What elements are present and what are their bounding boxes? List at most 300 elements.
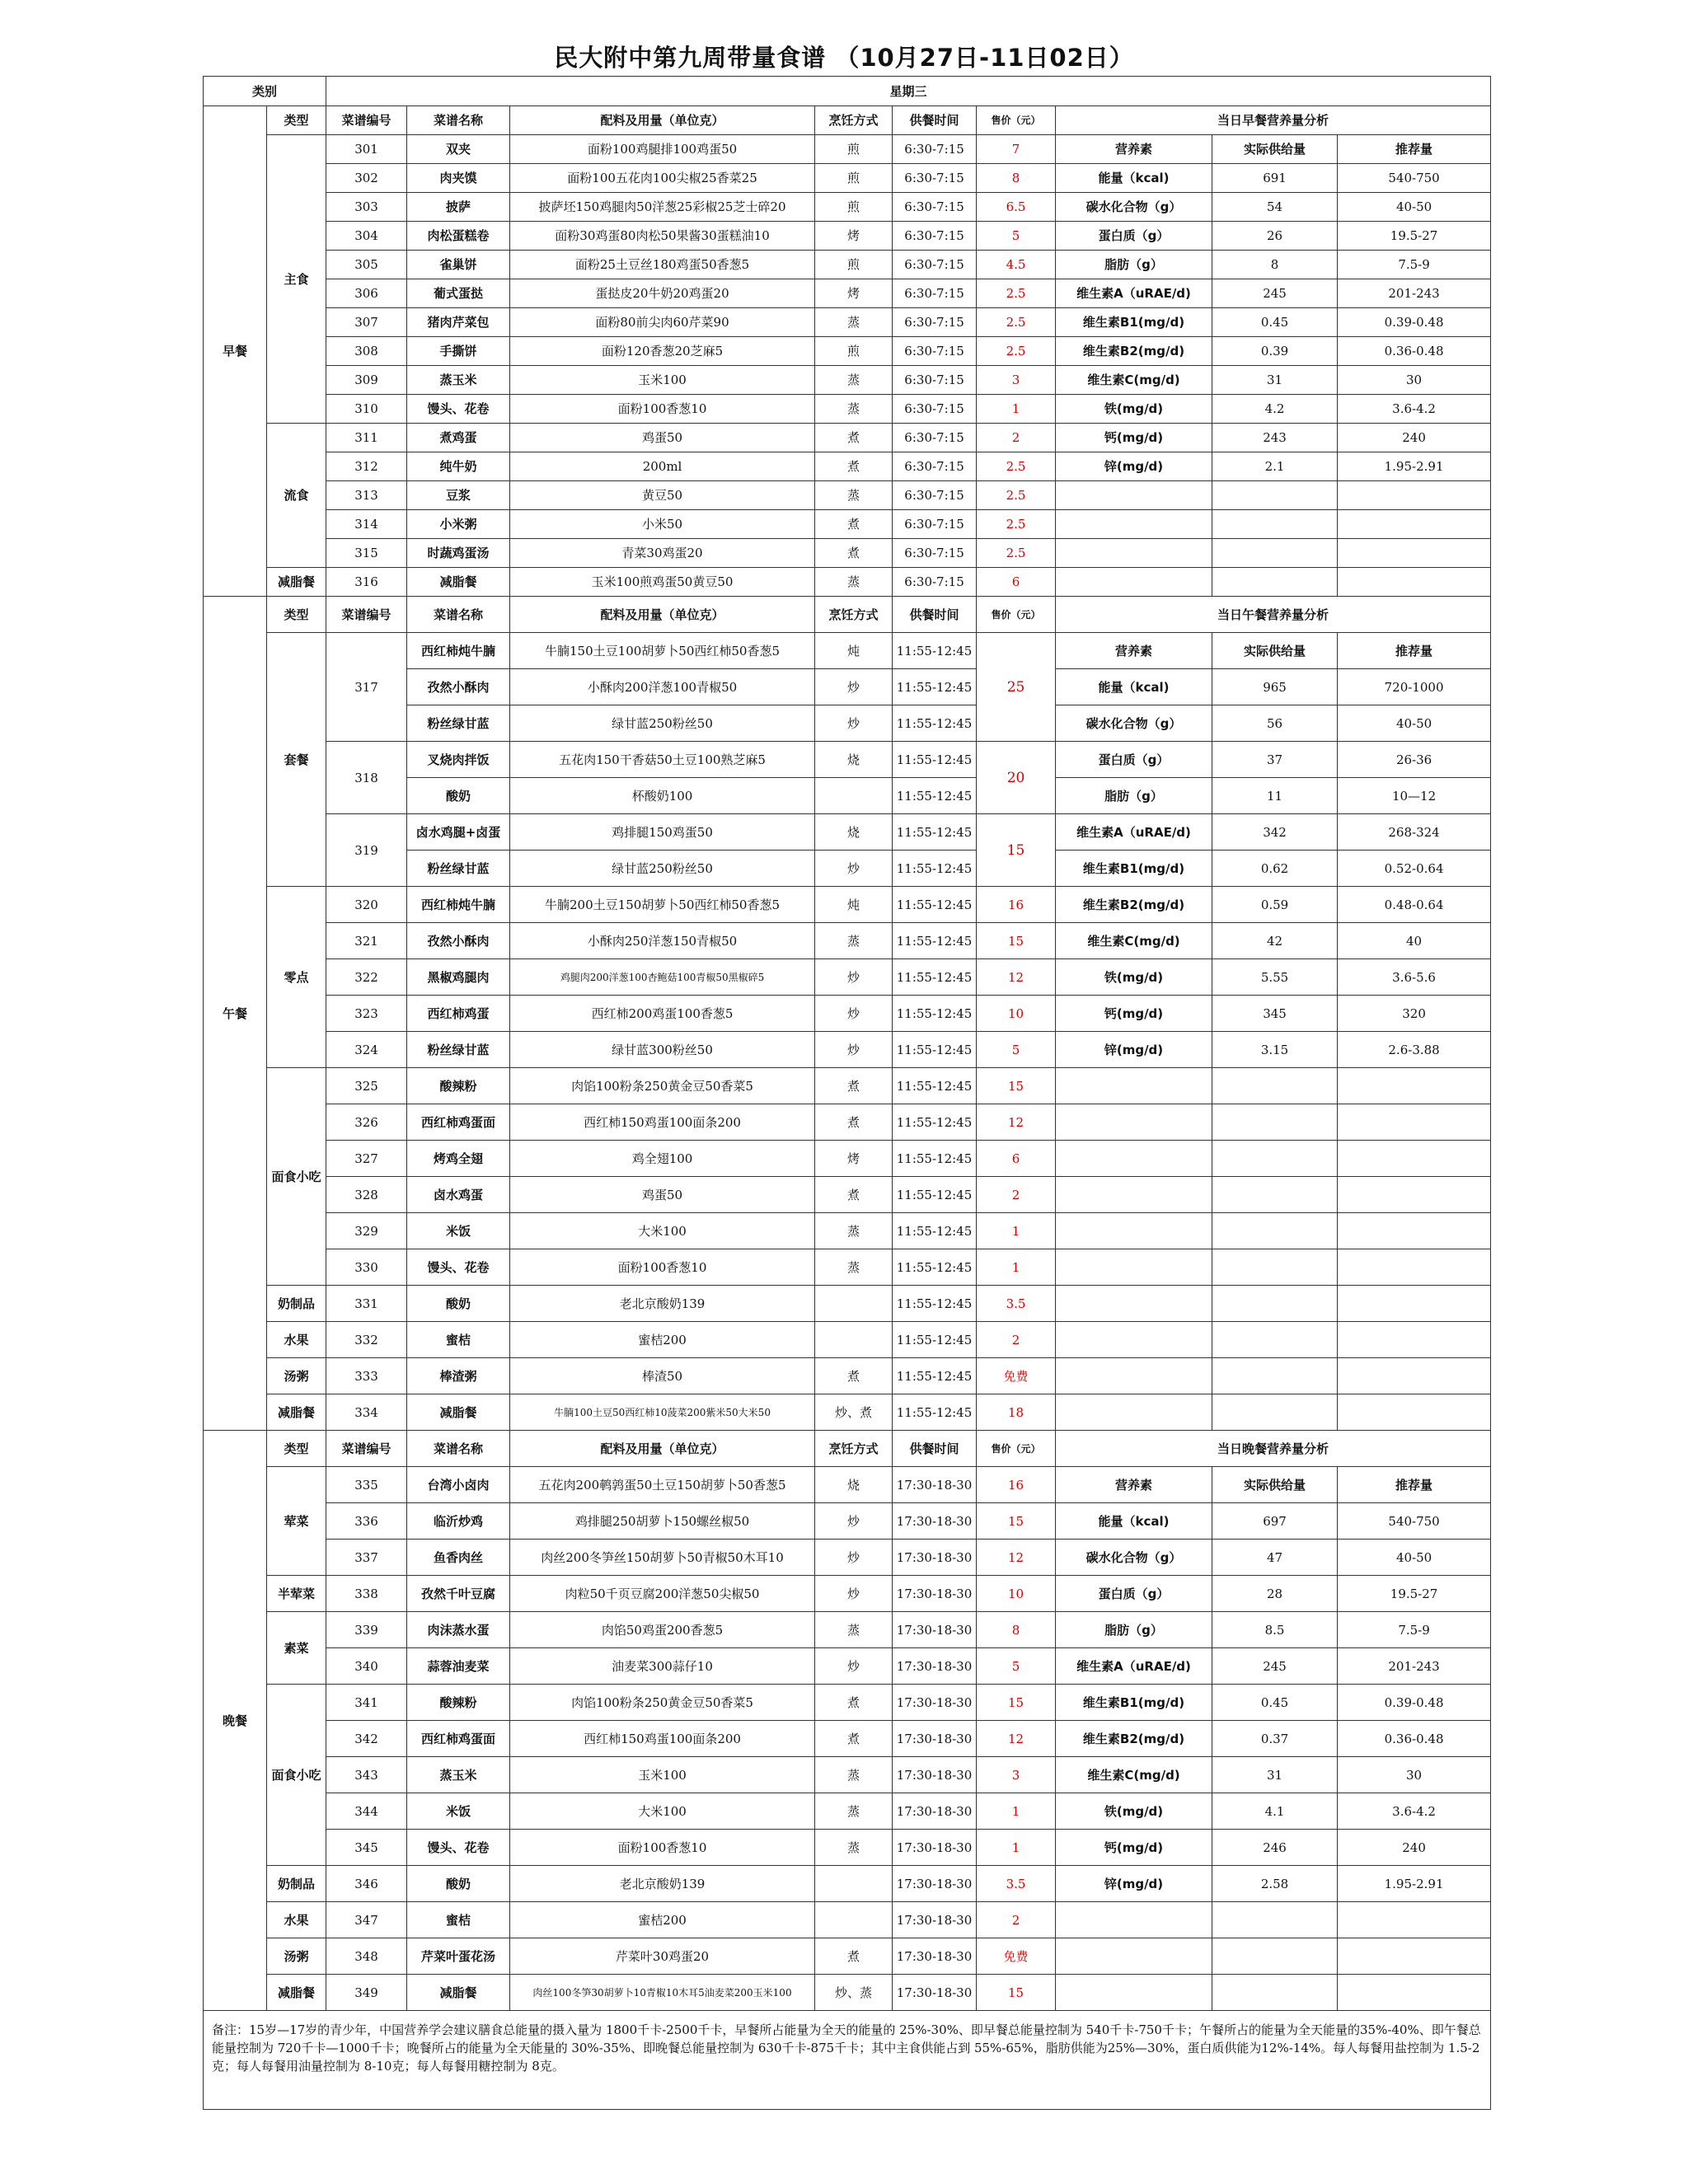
dish-time: 6:30-7:15 xyxy=(893,568,977,597)
footnote: 备注：15岁—17岁的青少年，中国营养学会建议膳食总能量的摄入量为 1800千卡-2500千卡，早餐所占能量为全天的能量的 25%-30%、即早餐总能量控制为 540千卡-750千卡；午餐所占的能量为全天能量的35%-40%、即午餐总能量控制为 720千卡—1000千卡；晚餐所占的能量为全天能量的 30%-35%、即晚餐总能量控制为 630千卡-875千卡；其中主食供能占到 55%-65%，脂肪供能为25%—30%，蛋白质供能为12%-14%。每人每餐用盐控制为 1.5-2克；每人每餐用油量控制为 8-10克；每人每餐用糖控制为 8克。 xyxy=(204,2011,1491,2110)
dish-time: 17:30-18-30 xyxy=(893,1721,977,1757)
dinner-row xyxy=(204,1866,1491,1902)
empty-cell xyxy=(1338,1358,1491,1394)
nutrient-name: 维生素A（uRAE/d) xyxy=(1056,814,1212,851)
dish-time: 11:55-12:45 xyxy=(893,887,977,923)
dish-time: 6:30-7:15 xyxy=(893,481,977,510)
dish-time: 17:30-18-30 xyxy=(893,1757,977,1793)
dish-time: 11:55-12:45 xyxy=(893,1394,977,1431)
dish-time: 11:55-12:45 xyxy=(893,1141,977,1177)
dish-method: 炒 xyxy=(815,959,893,996)
empty-cell xyxy=(1212,1177,1338,1213)
dish-name: 酸奶 xyxy=(407,1286,510,1322)
dish-name: 临沂炒鸡 xyxy=(407,1503,510,1540)
lunch-column-header-row xyxy=(204,597,1491,633)
dish-price: 2.5 xyxy=(977,308,1056,337)
dish-ingredients: 大米100 xyxy=(510,1793,815,1830)
empty-cell xyxy=(1212,1358,1338,1394)
empty-cell xyxy=(1212,1213,1338,1249)
dish-code: 314 xyxy=(326,510,407,539)
dish-code: 308 xyxy=(326,337,407,366)
dish-time: 17:30-18-30 xyxy=(893,1793,977,1830)
dish-method: 炒 xyxy=(815,705,893,742)
nutrient-name: 维生素B1(mg/d) xyxy=(1056,308,1212,337)
nutrient-actual: 0.45 xyxy=(1212,1685,1338,1721)
dish-name: 雀巢饼 xyxy=(407,251,510,279)
empty-cell xyxy=(1056,1104,1212,1141)
nutrient-actual: 4.2 xyxy=(1212,395,1338,424)
dish-method xyxy=(815,1866,893,1902)
recommended-header: 推荐量 xyxy=(1338,1467,1491,1503)
col-code-header: 菜谱编号 xyxy=(326,106,407,135)
nutrient-actual: 691 xyxy=(1212,164,1338,193)
lunch-set-row xyxy=(204,742,1491,778)
nutrient-recommended: 7.5-9 xyxy=(1338,1612,1491,1648)
nutrient-recommended: 201-243 xyxy=(1338,279,1491,308)
dish-name: 减脂餐 xyxy=(407,1975,510,2011)
group-diet: 减脂餐 xyxy=(267,568,326,597)
dish-ingredients: 肉馅100粉条250黄金豆50香菜5 xyxy=(510,1685,815,1721)
dish-ingredients: 肉馅100粉条250黄金豆50香菜5 xyxy=(510,1068,815,1104)
group-fruit: 水果 xyxy=(267,1902,326,1938)
dish-time: 6:30-7:15 xyxy=(893,164,977,193)
dish-method: 炖 xyxy=(815,887,893,923)
lunch-row xyxy=(204,996,1491,1032)
dish-time: 11:55-12:45 xyxy=(893,996,977,1032)
dish-ingredients: 鸡排腿250胡萝卜150螺丝椒50 xyxy=(510,1503,815,1540)
empty-cell xyxy=(1056,481,1212,510)
breakfast-row xyxy=(204,337,1491,366)
nutrient-actual: 5.55 xyxy=(1212,959,1338,996)
dinner-row xyxy=(204,1902,1491,1938)
meal-breakfast: 早餐 xyxy=(204,106,267,597)
dish-ingredients: 小酥肉200洋葱100青椒50 xyxy=(510,669,815,705)
actual-header: 实际供给量 xyxy=(1212,1467,1338,1503)
nutrient-actual: 243 xyxy=(1212,424,1338,452)
empty-cell xyxy=(1056,1286,1212,1322)
dish-ingredients: 老北京酸奶139 xyxy=(510,1866,815,1902)
nutrient-name: 钙(mg/d) xyxy=(1056,424,1212,452)
set-code: 318 xyxy=(326,742,407,814)
group-noodle: 面食小吃 xyxy=(267,1068,326,1286)
nutrient-recommended: 240 xyxy=(1338,1830,1491,1866)
nutrient-header: 营养素 xyxy=(1056,633,1212,669)
dish-name: 台湾小卤肉 xyxy=(407,1467,510,1503)
dish-code: 338 xyxy=(326,1576,407,1612)
group-half: 半荤菜 xyxy=(267,1576,326,1612)
dish-code: 326 xyxy=(326,1104,407,1141)
dish-price: 12 xyxy=(977,959,1056,996)
dish-price: 1 xyxy=(977,1213,1056,1249)
dish-ingredients: 绿甘蓝250粉丝50 xyxy=(510,705,815,742)
empty-cell xyxy=(1338,481,1491,510)
nutrient-actual: 0.37 xyxy=(1212,1721,1338,1757)
nutrient-recommended: 1.95-2.91 xyxy=(1338,452,1491,481)
dish-name: 煮鸡蛋 xyxy=(407,424,510,452)
breakfast-row xyxy=(204,452,1491,481)
nutrient-recommended: 0.39-0.48 xyxy=(1338,308,1491,337)
dish-method: 煮 xyxy=(815,1721,893,1757)
breakfast-row xyxy=(204,510,1491,539)
nutrient-recommended: 0.36-0.48 xyxy=(1338,1721,1491,1757)
dish-code: 331 xyxy=(326,1286,407,1322)
dish-price: 2 xyxy=(977,1322,1056,1358)
nutrient-name: 碳水化合物（g） xyxy=(1056,193,1212,222)
dish-price: 5 xyxy=(977,1648,1056,1685)
nutrient-recommended: 1.95-2.91 xyxy=(1338,1866,1491,1902)
nutrient-recommended: 540-750 xyxy=(1338,1503,1491,1540)
dish-code: 304 xyxy=(326,222,407,251)
lunch-row xyxy=(204,1286,1491,1322)
dish-name: 粉丝绿甘蓝 xyxy=(407,851,510,887)
dish-code: 335 xyxy=(326,1467,407,1503)
dish-time: 11:55-12:45 xyxy=(893,1286,977,1322)
dish-ingredients: 西红柿150鸡蛋100面条200 xyxy=(510,1104,815,1141)
dish-method: 烤 xyxy=(815,279,893,308)
dish-name: 西红柿鸡蛋 xyxy=(407,996,510,1032)
empty-cell xyxy=(1338,1249,1491,1286)
dish-ingredients: 青菜30鸡蛋20 xyxy=(510,539,815,568)
dish-time: 11:55-12:45 xyxy=(893,669,977,705)
empty-cell xyxy=(1212,1141,1338,1177)
dinner-row xyxy=(204,1685,1491,1721)
empty-cell xyxy=(1338,1141,1491,1177)
col-ingredient-header: 配料及用量（单位克） xyxy=(510,1431,815,1467)
dish-method: 煮 xyxy=(815,452,893,481)
nutrient-actual: 54 xyxy=(1212,193,1338,222)
dish-ingredients: 玉米100 xyxy=(510,366,815,395)
empty-cell xyxy=(1212,1322,1338,1358)
dish-name: 棒渣粥 xyxy=(407,1358,510,1394)
dish-method: 蒸 xyxy=(815,1249,893,1286)
dish-ingredients: 绿甘蓝250粉丝50 xyxy=(510,851,815,887)
lunch-row xyxy=(204,1322,1491,1358)
lunch-row xyxy=(204,1249,1491,1286)
dish-method: 炒 xyxy=(815,669,893,705)
menu-table xyxy=(203,76,1491,2110)
group-meat: 荤菜 xyxy=(267,1467,326,1576)
nutrient-recommended: 0.36-0.48 xyxy=(1338,337,1491,366)
dish-price: 2 xyxy=(977,424,1056,452)
dish-time: 11:55-12:45 xyxy=(893,1213,977,1249)
dish-price: 1 xyxy=(977,1249,1056,1286)
dish-ingredients: 面粉100香葱10 xyxy=(510,1249,815,1286)
nutrient-recommended: 540-750 xyxy=(1338,164,1491,193)
nutrient-name: 钙(mg/d) xyxy=(1056,996,1212,1032)
nutrient-recommended: 10—12 xyxy=(1338,778,1491,814)
lunch-row xyxy=(204,1032,1491,1068)
actual-header: 实际供给量 xyxy=(1212,135,1338,164)
dish-time: 11:55-12:45 xyxy=(893,1249,977,1286)
dish-ingredients: 200ml xyxy=(510,452,815,481)
dish-price: 7 xyxy=(977,135,1056,164)
nutrient-actual: 28 xyxy=(1212,1576,1338,1612)
dish-time: 6:30-7:15 xyxy=(893,222,977,251)
nutrient-name: 铁(mg/d) xyxy=(1056,1793,1212,1830)
empty-cell xyxy=(1338,1104,1491,1141)
dish-time: 11:55-12:45 xyxy=(893,1177,977,1213)
header-row xyxy=(204,77,1491,106)
dinner-row xyxy=(204,1830,1491,1866)
dish-price: 8 xyxy=(977,164,1056,193)
nutrient-actual: 0.62 xyxy=(1212,851,1338,887)
day-header: 星期三 xyxy=(326,77,1491,106)
dish-name: 酸奶 xyxy=(407,1866,510,1902)
empty-cell xyxy=(1338,1394,1491,1431)
dish-name: 黑椒鸡腿肉 xyxy=(407,959,510,996)
group-main: 主食 xyxy=(267,135,326,424)
set-price: 15 xyxy=(977,814,1056,887)
nutrient-actual: 31 xyxy=(1212,1757,1338,1793)
group-veg: 素菜 xyxy=(267,1612,326,1685)
nutrient-recommended: 40-50 xyxy=(1338,705,1491,742)
set-price: 20 xyxy=(977,742,1056,814)
nutrient-recommended: 240 xyxy=(1338,424,1491,452)
dish-code: 324 xyxy=(326,1032,407,1068)
nutrient-name: 能量（kcal) xyxy=(1056,669,1212,705)
meal-lunch: 午餐 xyxy=(204,597,267,1431)
dish-method: 烧 xyxy=(815,742,893,778)
set-price: 25 xyxy=(977,633,1056,742)
empty-cell xyxy=(1212,568,1338,597)
nutrient-name: 维生素B1(mg/d) xyxy=(1056,851,1212,887)
dish-name: 猪肉芹菜包 xyxy=(407,308,510,337)
dinner-row xyxy=(204,1938,1491,1975)
dish-price: 12 xyxy=(977,1721,1056,1757)
empty-cell xyxy=(1212,1249,1338,1286)
dish-price: 10 xyxy=(977,996,1056,1032)
dish-price: 2.5 xyxy=(977,337,1056,366)
dish-method: 煮 xyxy=(815,539,893,568)
dish-name: 卤水鸡腿+卤蛋 xyxy=(407,814,510,851)
dish-time: 11:55-12:45 xyxy=(893,778,977,814)
dish-method: 炒 xyxy=(815,851,893,887)
dish-ingredients: 老北京酸奶139 xyxy=(510,1286,815,1322)
breakfast-analysis-title: 当日早餐营养量分析 xyxy=(1056,106,1491,135)
dish-method: 炒 xyxy=(815,1576,893,1612)
nutrient-name: 脂肪（g） xyxy=(1056,1612,1212,1648)
dish-code: 343 xyxy=(326,1757,407,1793)
empty-cell xyxy=(1212,1902,1338,1938)
nutrient-actual: 4.1 xyxy=(1212,1793,1338,1830)
nutrient-name: 锌(mg/d) xyxy=(1056,452,1212,481)
dish-name: 西红柿鸡蛋面 xyxy=(407,1721,510,1757)
set-code: 317 xyxy=(326,633,407,742)
dish-name: 西红柿炖牛腩 xyxy=(407,887,510,923)
group-diet: 减脂餐 xyxy=(267,1975,326,2011)
dish-price: 2.5 xyxy=(977,481,1056,510)
breakfast-row xyxy=(204,568,1491,597)
col-price-header: 售价（元） xyxy=(977,106,1056,135)
dish-ingredients: 黄豆50 xyxy=(510,481,815,510)
nutrient-actual: 2.1 xyxy=(1212,452,1338,481)
nutrient-recommended: 0.52-0.64 xyxy=(1338,851,1491,887)
empty-cell xyxy=(1338,1938,1491,1975)
dish-name: 叉烧肉拌饭 xyxy=(407,742,510,778)
dish-method xyxy=(815,1322,893,1358)
dish-price: 16 xyxy=(977,887,1056,923)
nutrient-actual: 965 xyxy=(1212,669,1338,705)
dish-code: 345 xyxy=(326,1830,407,1866)
empty-cell xyxy=(1056,1249,1212,1286)
nutrient-actual: 56 xyxy=(1212,705,1338,742)
dish-price: 6.5 xyxy=(977,193,1056,222)
dish-ingredients: 棒渣50 xyxy=(510,1358,815,1394)
breakfast-row xyxy=(204,164,1491,193)
dish-price: 12 xyxy=(977,1540,1056,1576)
dish-name: 减脂餐 xyxy=(407,1394,510,1431)
nutrient-actual: 8.5 xyxy=(1212,1612,1338,1648)
dish-method: 煮 xyxy=(815,424,893,452)
lunch-row xyxy=(204,1068,1491,1104)
nutrient-recommended: 3.6-4.2 xyxy=(1338,395,1491,424)
empty-cell xyxy=(1212,510,1338,539)
dinner-row xyxy=(204,1503,1491,1540)
dish-name: 肉松蛋糕卷 xyxy=(407,222,510,251)
group-fruit: 水果 xyxy=(267,1322,326,1358)
dish-price: 8 xyxy=(977,1612,1056,1648)
nutrient-header: 营养素 xyxy=(1056,135,1212,164)
dish-time: 6:30-7:15 xyxy=(893,395,977,424)
dish-time: 6:30-7:15 xyxy=(893,366,977,395)
dish-price: 16 xyxy=(977,1467,1056,1503)
nutrient-name: 维生素B1(mg/d) xyxy=(1056,1685,1212,1721)
category-header: 类别 xyxy=(204,77,326,106)
dish-code: 313 xyxy=(326,481,407,510)
dish-code: 320 xyxy=(326,887,407,923)
dish-method: 炒、煮 xyxy=(815,1394,893,1431)
dish-price: 4.5 xyxy=(977,251,1056,279)
dish-time: 17:30-18-30 xyxy=(893,1902,977,1938)
dish-price: 6 xyxy=(977,568,1056,597)
dish-method: 蒸 xyxy=(815,923,893,959)
dish-name: 纯牛奶 xyxy=(407,452,510,481)
lunch-row xyxy=(204,923,1491,959)
dish-code: 339 xyxy=(326,1612,407,1648)
nutrient-actual: 47 xyxy=(1212,1540,1338,1576)
dish-price: 2 xyxy=(977,1177,1056,1213)
dish-name: 鱼香肉丝 xyxy=(407,1540,510,1576)
dish-name: 披萨 xyxy=(407,193,510,222)
empty-cell xyxy=(1056,568,1212,597)
dish-ingredients: 鸡腿肉200洋葱100杏鲍菇100青椒50黑椒碎5 xyxy=(510,959,815,996)
dish-code: 302 xyxy=(326,164,407,193)
dish-ingredients: 面粉80前尖肉60芹菜90 xyxy=(510,308,815,337)
dish-ingredients: 西红柿150鸡蛋100面条200 xyxy=(510,1721,815,1757)
set-code: 319 xyxy=(326,814,407,887)
nutrient-recommended: 40-50 xyxy=(1338,1540,1491,1576)
dish-time: 11:55-12:45 xyxy=(893,814,977,851)
empty-cell xyxy=(1212,1938,1338,1975)
dish-price: 15 xyxy=(977,1975,1056,2011)
recommended-header: 推荐量 xyxy=(1338,633,1491,669)
dish-price: 1 xyxy=(977,395,1056,424)
dish-ingredients: 面粉120香葱20芝麻5 xyxy=(510,337,815,366)
empty-cell xyxy=(1056,1322,1212,1358)
dish-time: 6:30-7:15 xyxy=(893,452,977,481)
nutrient-actual: 2.58 xyxy=(1212,1866,1338,1902)
dish-price: 15 xyxy=(977,1503,1056,1540)
dinner-row xyxy=(204,1793,1491,1830)
dish-method: 炒 xyxy=(815,996,893,1032)
dish-price: 1 xyxy=(977,1793,1056,1830)
dish-ingredients: 面粉30鸡蛋80肉松50果酱30蛋糕油10 xyxy=(510,222,815,251)
nutrient-actual: 26 xyxy=(1212,222,1338,251)
dish-price: 15 xyxy=(977,1685,1056,1721)
dish-name: 馒头、花卷 xyxy=(407,395,510,424)
nutrient-actual: 0.45 xyxy=(1212,308,1338,337)
dish-name: 西红柿炖牛腩 xyxy=(407,633,510,669)
nutrient-actual: 31 xyxy=(1212,366,1338,395)
nutrient-actual: 246 xyxy=(1212,1830,1338,1866)
dish-name: 卤水鸡蛋 xyxy=(407,1177,510,1213)
dish-method: 煎 xyxy=(815,164,893,193)
dish-time: 11:55-12:45 xyxy=(893,633,977,669)
empty-cell xyxy=(1338,510,1491,539)
dish-method: 烧 xyxy=(815,1467,893,1503)
dish-name: 孜然小酥肉 xyxy=(407,923,510,959)
dish-code: 303 xyxy=(326,193,407,222)
dish-name: 米饭 xyxy=(407,1793,510,1830)
nutrient-recommended: 40 xyxy=(1338,923,1491,959)
dish-price: 2.5 xyxy=(977,279,1056,308)
col-time-header: 供餐时间 xyxy=(893,106,977,135)
dish-price: 3.5 xyxy=(977,1866,1056,1902)
nutrient-actual: 11 xyxy=(1212,778,1338,814)
empty-cell xyxy=(1338,1286,1491,1322)
lunch-set-row xyxy=(204,633,1491,669)
dish-time: 11:55-12:45 xyxy=(893,851,977,887)
nutrient-actual: 345 xyxy=(1212,996,1338,1032)
recommended-header: 推荐量 xyxy=(1338,135,1491,164)
dinner-row xyxy=(204,1721,1491,1757)
group-liquid: 流食 xyxy=(267,424,326,568)
dish-ingredients: 肉丝200冬笋丝150胡萝卜50青椒50木耳10 xyxy=(510,1540,815,1576)
dish-time: 6:30-7:15 xyxy=(893,424,977,452)
dish-code: 307 xyxy=(326,308,407,337)
dish-method: 蒸 xyxy=(815,481,893,510)
dish-code: 346 xyxy=(326,1866,407,1902)
nutrient-recommended: 3.6-5.6 xyxy=(1338,959,1491,996)
dish-price: 6 xyxy=(977,1141,1056,1177)
empty-cell xyxy=(1056,1213,1212,1249)
dish-time: 17:30-18-30 xyxy=(893,1467,977,1503)
empty-cell xyxy=(1056,539,1212,568)
nutrient-recommended: 0.48-0.64 xyxy=(1338,887,1491,923)
nutrient-recommended: 19.5-27 xyxy=(1338,1576,1491,1612)
empty-cell xyxy=(1212,481,1338,510)
dish-price: 3 xyxy=(977,1757,1056,1793)
dish-price: 免费 xyxy=(977,1938,1056,1975)
dish-ingredients: 玉米100煎鸡蛋50黄豆50 xyxy=(510,568,815,597)
dinner-column-header-row xyxy=(204,1431,1491,1467)
dish-code: 325 xyxy=(326,1068,407,1104)
empty-cell xyxy=(1338,539,1491,568)
dish-ingredients: 肉丝100冬笋30胡萝卜10青椒10木耳5油麦菜200玉米100 xyxy=(510,1975,815,2011)
nutrient-name: 脂肪（g） xyxy=(1056,251,1212,279)
group-dairy: 奶制品 xyxy=(267,1286,326,1322)
col-ingredient-header: 配料及用量（单位克） xyxy=(510,597,815,633)
dish-code: 306 xyxy=(326,279,407,308)
dish-price: 2.5 xyxy=(977,510,1056,539)
dish-price: 12 xyxy=(977,1104,1056,1141)
dish-method: 煮 xyxy=(815,1068,893,1104)
lunch-row xyxy=(204,887,1491,923)
dish-method: 煮 xyxy=(815,1358,893,1394)
dish-code: 309 xyxy=(326,366,407,395)
nutrient-name: 维生素C(mg/d) xyxy=(1056,923,1212,959)
dish-price: 免费 xyxy=(977,1358,1056,1394)
